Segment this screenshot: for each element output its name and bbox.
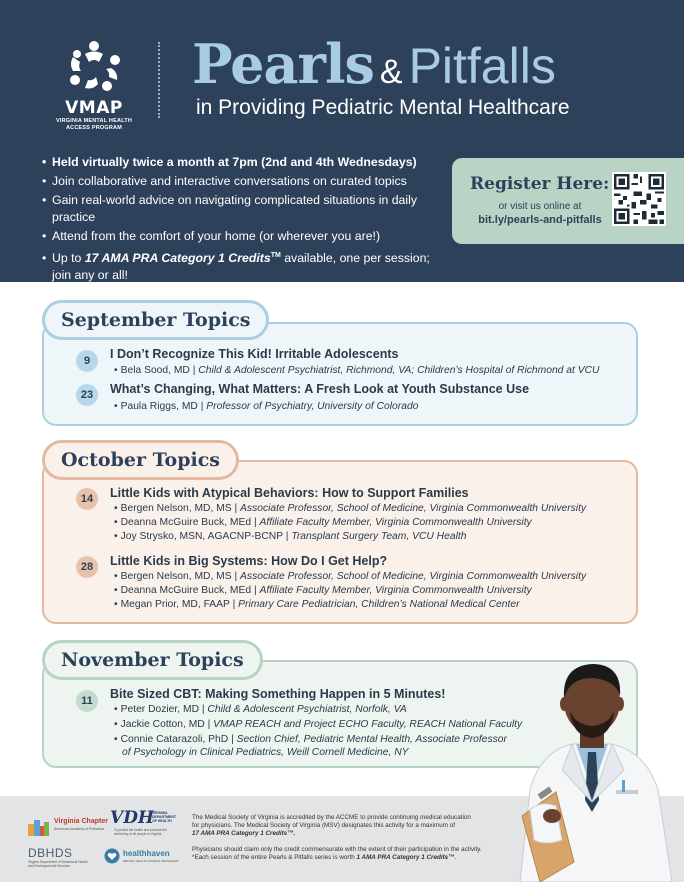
- session-title: I Don’t Recognize This Kid! Irritable Adolescents: [110, 347, 399, 361]
- logo-subtitle-line1: VIRGINIA MENTAL HEALTH: [56, 118, 132, 124]
- feature-item: • Join collaborative and interactive conversations on curated topics: [42, 174, 407, 188]
- speaker-line: • Bela Sood, MD | Child & Adolescent Psychiatrist, Richmond, VA; Children’s Hospital of Richmond at VCU: [114, 365, 600, 376]
- page-subtitle: in Providing Pediatric Mental Healthcare: [196, 96, 570, 119]
- feature-item: • Up to 17 AMA PRA Category 1 Credits™ available, one per session; join any or all!: [42, 251, 430, 283]
- vmap-people-circle-icon: [63, 40, 125, 94]
- header-divider: [158, 42, 160, 118]
- speaker-line: • Bergen Nelson, MD, MS | Associate Professor, School of Medicine, Virginia Commonwealth University: [114, 503, 587, 514]
- speaker-line: • Joy Strysko, MSN, AGACNP-BCNP | Transplant Surgery Team, VCU Health: [114, 531, 467, 542]
- speaker-line: • Bergen Nelson, MD, MS | Associate Professor, School of Medicine, Virginia Commonwealth University: [114, 571, 587, 582]
- speaker-line: • Deanna McGuire Buck, MEd | Affiliate Faculty Member, Virginia Commonwealth University: [114, 585, 532, 596]
- session-date-badge: 28: [76, 556, 98, 578]
- doctor-illustration: [500, 640, 684, 882]
- logo-name: VMAP: [65, 98, 123, 118]
- speaker-line: • Peter Dozier, MD | Child & Adolescent Psychiatrist, Norfolk, VA: [114, 704, 407, 715]
- page-title: [192, 32, 556, 96]
- vdh-logo: VDH VIRGINIA DEPARTMENT OF HEALTH To protect the health and promote the well-being of all people in Virginia.: [110, 808, 177, 836]
- speaker-line: • Deanna McGuire Buck, MEd | Affiliate Faculty Member, Virginia Commonwealth University: [114, 517, 532, 528]
- session-title: What’s Changing, What Matters: A Fresh Look at Youth Substance Use: [110, 382, 530, 396]
- healthhaven-heart-icon: [104, 848, 120, 864]
- vmap-logo: [54, 40, 134, 131]
- healthhaven-logo: healthhaven MENTAL HEALTH ACCESS PROGRAMS: [104, 846, 188, 872]
- session-title: Little Kids in Big Systems: How Do I Get Help?: [110, 554, 388, 568]
- speaker-line: • Connie Catarazoli, PhD | Section Chief, Pediatric Mental Health, Associate Professor: [114, 734, 507, 745]
- title-ampersand: &: [379, 53, 403, 91]
- session-date-badge: 11: [76, 690, 98, 712]
- feature-item: • Attend from the comfort of your home (or wherever you are!): [42, 229, 381, 243]
- register-box[interactable]: [452, 158, 684, 244]
- header-banner: [0, 0, 684, 282]
- speaker-line-continued: of Psychology in Clinical Pediatrics, Weill Cornell Medicine, NY: [122, 747, 409, 758]
- feature-item: • Gain real-world advice on navigating complicated situations in daily practice: [42, 193, 418, 224]
- qr-code-icon[interactable]: [612, 172, 666, 226]
- september-heading: September Topics: [42, 300, 269, 340]
- october-heading: October Topics: [42, 440, 239, 480]
- register-heading: Register Here:: [470, 174, 610, 194]
- feature-list: [42, 154, 442, 286]
- aap-building-icon: [28, 816, 50, 836]
- register-subtext: or visit us online at: [498, 201, 582, 212]
- logo-subtitle-line2: ACCESS PROGRAM: [66, 124, 122, 131]
- session-title: Bite Sized CBT: Making Something Happen in 5 Minutes!: [110, 687, 446, 701]
- speaker-line: • Paula Riggs, MD | Professor of Psychiatry, University of Colorado: [114, 401, 419, 412]
- credit-note-text: Physicians should claim only the credit commensurate with the extent of their participation in the activity. *Each session of the entire Pearls & Pitfalls series is worth 1 AMA PRA Category 1 Credits™.: [192, 846, 482, 861]
- speaker-line: • Megan Prior, MD, FAAP | Primary Care Pediatrician, Children’s National Medical Center: [114, 599, 520, 610]
- title-pearls: Pearls: [192, 32, 374, 96]
- title-pitfalls: Pitfalls: [408, 38, 556, 94]
- dbhds-logo: DBHDS Virginia Department of Behavioral Health and Developmental Services: [28, 846, 88, 868]
- session-date-badge: 23: [76, 384, 98, 406]
- session-title: Little Kids with Atypical Behaviors: How to Support Families: [110, 486, 469, 500]
- register-link[interactable]: bit.ly/pearls-and-pitfalls: [478, 214, 602, 226]
- speaker-line: • Jackie Cotton, MD | VMAP REACH and Project ECHO Faculty, REACH National Faculty: [114, 719, 523, 730]
- feature-item: • Held virtually twice a month at 7pm (2nd and 4th Wednesdays): [42, 155, 417, 169]
- november-heading: November Topics: [42, 640, 263, 680]
- session-date-badge: 14: [76, 488, 98, 510]
- session-date-badge: 9: [76, 350, 98, 372]
- aap-virginia-logo: Virginia Chapter American Academy of Pediatrics: [28, 814, 108, 838]
- accreditation-text: The Medical Society of Virginia is accredited by the ACCME to provide continuing medical education for physicians. The Medical Society of Virginia (MSV) designates this activity for a maximum of 17 AMA PRA Category 1 Credits™.: [192, 814, 471, 837]
